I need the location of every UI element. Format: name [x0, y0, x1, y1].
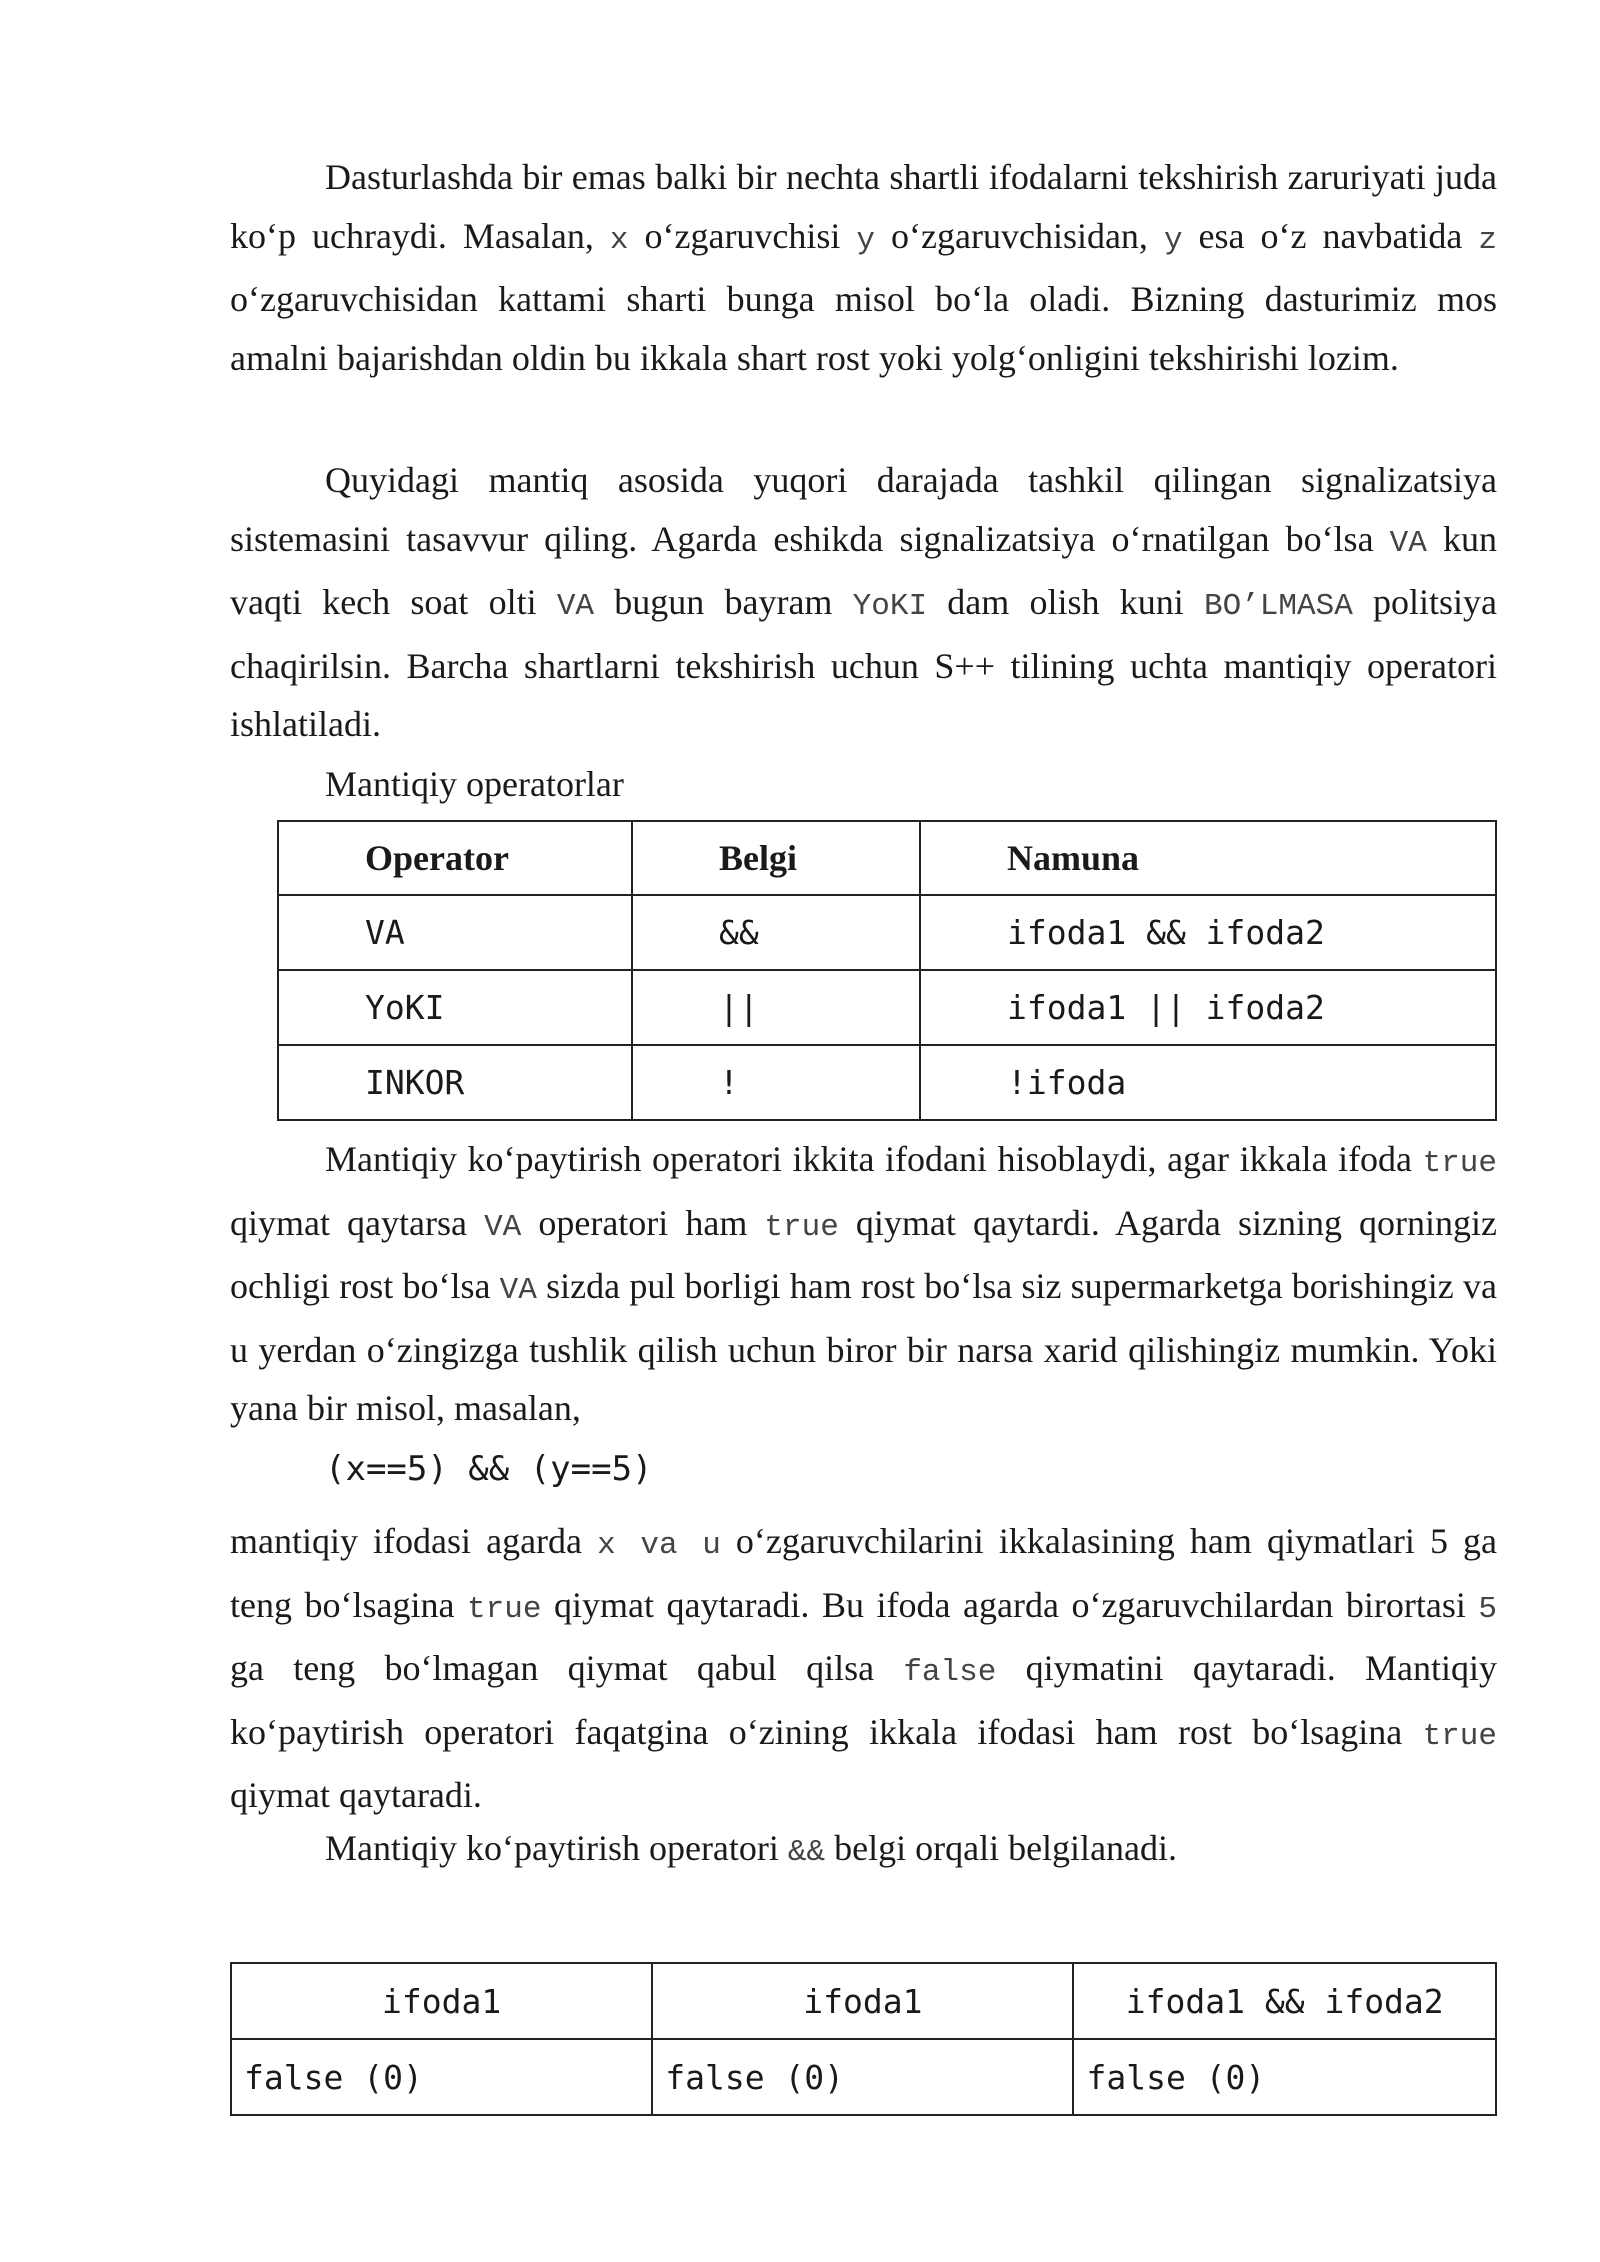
- code-literal: true: [764, 1209, 839, 1245]
- text-run: operatori ham: [521, 1202, 765, 1243]
- table-header-cell: ifoda1: [231, 1963, 652, 2039]
- truth-table: [230, 1962, 1497, 2116]
- table-header-cell: ifoda1 && ifoda2: [1073, 1963, 1496, 2039]
- text-run: qiymat qaytaradi.: [230, 1775, 482, 1815]
- table-header-cell: ifoda1: [652, 1963, 1073, 2039]
- code-keyword: VA: [484, 1209, 522, 1245]
- table-cell: !: [632, 1045, 920, 1120]
- paragraph-alarm: [230, 451, 1497, 754]
- text-run: o‘zgaruvchisi: [628, 215, 857, 256]
- code-keyword: VA: [556, 589, 595, 624]
- text-run: belgi orqali belgilanadi.: [825, 1828, 1178, 1868]
- text-run: o‘zgaruvchisidan kattami sharti bunga misol bo‘la oladi. Bizning dasturimiz mos amalni bajarishdan oldin bu ikkala shart rost yoki yolg‘onligini tekshirishi lozim.: [230, 279, 1497, 378]
- text-run: bugun bayram: [594, 582, 853, 622]
- table-row: [278, 1045, 1496, 1120]
- text-run: qiymatini qaytaradi. Mantiqiy ko‘paytirish operatori faqatgina o‘zining ikkala ifodasi ham rost bo‘lsagina: [230, 1648, 1497, 1752]
- table-header-cell: Belgi: [632, 821, 920, 895]
- code-keyword: BO’LMASA: [1203, 589, 1353, 624]
- code-var-z: z: [1478, 222, 1498, 258]
- code-symbol: &&: [787, 1835, 826, 1870]
- text-run: Mantiqiy ko‘paytirish operatori: [325, 1828, 788, 1868]
- code-literal: true: [467, 1591, 542, 1627]
- table-caption: Mantiqiy operatorlar: [325, 764, 624, 804]
- text-run: o‘zgaruvchisidan,: [875, 215, 1164, 256]
- code-literal: true: [1422, 1146, 1497, 1181]
- table-cell: VA: [278, 895, 632, 970]
- text-run: qiymat qaytaradi. Bu ifoda agarda o‘zgaruvchilardan birortasi: [541, 1584, 1479, 1625]
- code-var-y: y: [1163, 222, 1183, 258]
- text-run: mantiqiy ifodasi agarda: [230, 1521, 598, 1561]
- text-run: qiymat qaytardi. Agarda sizning qorningiz ochligi rost bo‘lsa: [230, 1202, 1498, 1306]
- code-example: (x==5) && (y==5): [325, 1449, 653, 1489]
- code-literal: false: [903, 1655, 997, 1690]
- code-literal: true: [1422, 1718, 1497, 1754]
- paragraph-and-operator: [230, 1130, 1497, 1438]
- table-cell: false (0): [652, 2039, 1073, 2115]
- paragraph-explanation: [230, 1512, 1497, 1825]
- table-cell: !ifoda: [920, 1045, 1496, 1120]
- text-run: o‘zgaruvchilarini ikkalasining ham qiymatlari 5 ga teng bo‘lsagina: [230, 1521, 1498, 1625]
- paragraph-symbol: [325, 1819, 1177, 1882]
- table-cell: INKOR: [278, 1045, 632, 1120]
- table-header-cell: Operator: [278, 821, 632, 895]
- code-keyword: VA: [499, 1273, 537, 1308]
- table-row: [278, 970, 1496, 1045]
- code-keyword: YoKI: [852, 589, 928, 624]
- text-run: ga teng bo‘lmagan qiymat qabul qilsa: [230, 1648, 904, 1688]
- table-header-row: [278, 821, 1496, 895]
- table-cell: &&: [632, 895, 920, 970]
- code-vars: x va u: [597, 1528, 721, 1563]
- text-run: Mantiqiy ko‘paytirish operatori ikkita ifodani hisoblaydi, agar ikkala ifoda: [325, 1139, 1423, 1179]
- table-header-row: [231, 1963, 1496, 2039]
- paragraph-intro: [230, 148, 1497, 387]
- text-run: sizda pul borligi ham rost bo‘lsa siz supermarketga borishingiz va u yerdan o‘zingizga tushlik qilish uchun biror bir narsa xarid qilishingiz mumkin. Yoki yana bir misol, masalan,: [230, 1266, 1498, 1428]
- table-cell: false (0): [1073, 2039, 1496, 2115]
- table-header-cell: Namuna: [920, 821, 1496, 895]
- code-keyword: VA: [1389, 525, 1427, 561]
- text-run: dam olish kuni: [927, 582, 1204, 622]
- text-run: politsiya chaqirilsin. Barcha shartlarni tekshirish uchun S++ tilining uchta mantiqiy operatori ishlatiladi.: [230, 582, 1498, 744]
- table-row: [231, 2039, 1496, 2115]
- table-cell: ifoda1 || ifoda2: [920, 970, 1496, 1045]
- table-cell: ||: [632, 970, 920, 1045]
- code-literal: 5: [1478, 1591, 1497, 1627]
- table-row: [278, 895, 1496, 970]
- operators-table: [277, 820, 1497, 1121]
- text-run: esa o‘z navbatida: [1182, 215, 1479, 256]
- table-cell: YoKI: [278, 970, 632, 1045]
- code-var-x: x: [609, 222, 629, 258]
- table-cell: false (0): [231, 2039, 652, 2115]
- text-run: kun vaqti kech soat olti: [230, 518, 1498, 622]
- text-run: qiymat qaytarsa: [230, 1202, 485, 1243]
- code-var-y: y: [856, 222, 876, 258]
- table-cell: ifoda1 && ifoda2: [920, 895, 1496, 970]
- text-run: Quyidagi mantiq asosida yuqori darajada tashkil qilingan signalizatsiya sistemasini tasavvur qiling. Agarda eshikda signalizatsiya o‘rnatilgan bo‘lsa: [230, 460, 1497, 559]
- text-run: Dasturlashda bir emas balki bir nechta shartli ifodalarni tekshirish zaruriyati juda ko‘p uchraydi. Masalan,: [230, 157, 1497, 256]
